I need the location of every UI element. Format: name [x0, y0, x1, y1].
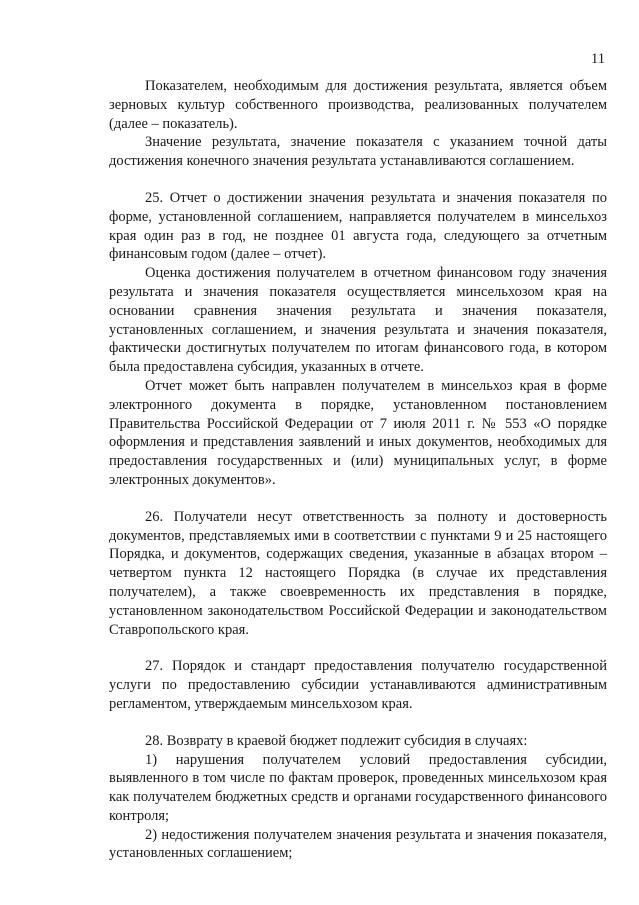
paragraph-assessment: Оценка достижения получателем в отчетном финансовом году значения результата и значения показателя осуществляется минсельхозом края на основании сравнения значения результата и значения показателя, установленных соглашением, и значения результата и значения показателя, фактически достигнутых получателем по итогам финансового года, в котором была предоставлена субсидия, указанных в отчете.: [109, 265, 607, 376]
paragraph-clause-28-item-2: 2) недостижения получателем значения результата и значения показателя, установленных соглашением;: [109, 826, 607, 862]
paragraph-clause-26: 26. Получатели несут ответственность за полноту и достоверность документов, представляемых ими в соответствии с пунктами 9 и 25 настоящего Порядка, и документов, содержащих сведения, указанные в абзацах втором – четвертом пункта 12 настоящего Порядка (в случае их представления получателем), а также своевременность их представления в порядке, установленном законодательством Российской Федерации и законодательством Ставропольского края.: [109, 508, 607, 638]
document-body: [109, 77, 607, 863]
paragraph-indicator-definition: Показателем, необходимым для достижения результата, является объем зерновых культур собственного производства, реализованных получателем (далее – показатель).: [109, 78, 607, 132]
paragraph-clause-28: 28. Возврату в краевой бюджет подлежит субсидия в случаях:: [145, 732, 528, 749]
paragraph-clause-25: 25. Отчет о достижении значения результата и значения показателя по форме, установленной соглашением, направляется получателем в минсельхоз края один раз в год, не позднее 01 августа года, следующего за отчетным финансовым годом (далее – отчет).: [109, 189, 607, 263]
paragraph-electronic-report: Отчет может быть направлен получателем в минсельхоз края в форме электронного документа в порядке, установленном постановлением Правительства Российской Федерации от 7 июля 2011 г. № 553 «О порядке оформления и представления заявлений и иных документов, необходимых для предоставления государственных и (или) муниципальных услуг, в форме электронных документов».: [109, 377, 607, 488]
paragraph-clause-27: 27. Порядок и стандарт предоставления получателю государственной услуги по предоставлению субсидии устанавливаются административным регламентом, утверждаемым минсельхозом края.: [109, 658, 607, 712]
page-number: 11: [591, 51, 605, 67]
paragraph-clause-28-item-1: 1) нарушения получателем условий предоставления субсидии, выявленного в том числе по фактам проверок, проведенных минсельхозом края как получателем бюджетных средств и органами государственного финансового контроля;: [109, 751, 607, 824]
paragraph-result-value: Значение результата, значение показателя с указанием точной даты достижения конечного значения результата устанавливаются соглашением.: [109, 134, 607, 170]
